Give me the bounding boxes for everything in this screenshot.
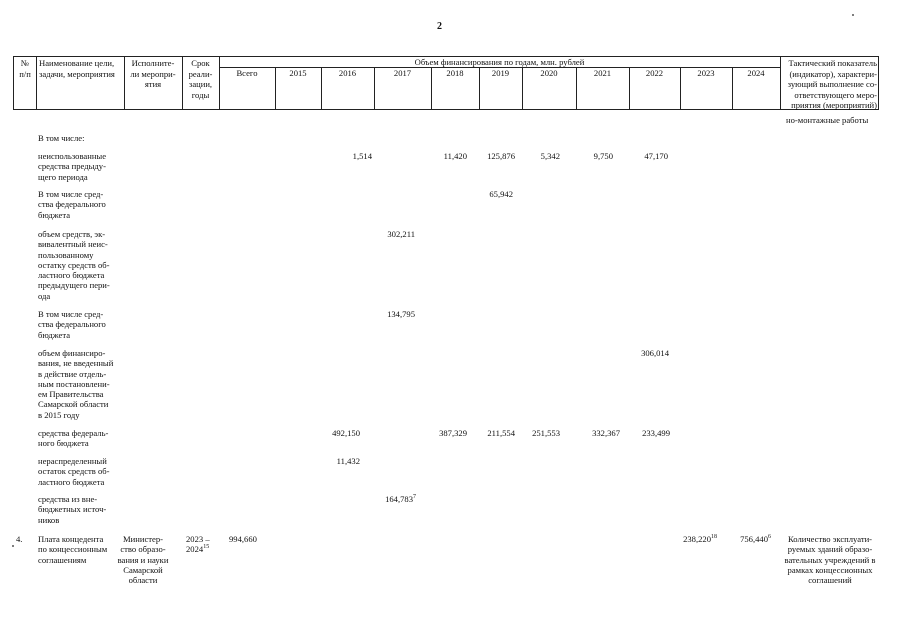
item-executor: Министер- ство образо- вания и науки Самарской области [117,534,169,586]
header-name: Наименование цели, задачи, мероприятия [39,58,115,79]
header-year: 2022 [645,68,664,78]
cell-value: 332,367 [592,428,620,438]
cell-value: 134,795 [387,309,415,319]
header-year: 2024 [747,68,765,78]
header-period: Срок реали- зации, годы [188,58,213,100]
scan-speck [12,545,14,547]
row-label: неиспользованные средства предыду- щего периода [38,151,107,182]
cell-value: 11,432 [336,456,360,466]
cell-value: 5,342 [540,151,560,161]
header-year: 2023 [697,68,715,78]
cell-value: 9,750 [593,151,613,161]
row-label: объем финансиро- вания, не введенный в действие отдель- ным постановлени- ем Правительства Самарской области в 2015 году [38,348,114,420]
item-indicator: Количество эксплуати- руемых зданий образо- вательных учреждений в рамках концессионных соглашений [784,534,876,586]
header-year: 2019 [491,68,510,78]
row-label: объем средств, эк- вивалентный неис- пользованному остатку средств об- ластного бюджета предыдущего пери- ода [38,229,110,301]
row-label: средства из вне- бюджетных источ- ников [38,494,107,525]
cell-value: 238,220$^{18}$ [683,534,717,544]
row-label: средства федераль- ного бюджета [38,428,109,449]
item-name: Плата концедента по концессионным соглашениям [38,534,108,565]
row-label: нераспределенный остаток средств об- ластного бюджета [38,456,110,487]
cell-value: 11,420 [443,151,467,161]
header-year: 2020 [540,68,558,78]
cell-value: 387,329 [439,428,467,438]
item-total: 994,660 [229,534,257,544]
scan-speck [852,14,854,16]
table-header [13,56,879,110]
header-total: Всего [236,68,258,78]
item-number: 4. [16,534,23,544]
header-funding-title: Объем финансирования по годам, млн. рублей [414,57,585,67]
cell-value: 492,150 [332,428,360,438]
row-label: В том числе сред- ства федерального бюджета [38,309,106,340]
header-num: № п/п [19,58,31,79]
cell-value: 1,514 [352,151,372,161]
cell-value: 211,554 [487,428,515,438]
header-executor: Исполните- ли меропри- ятия [130,58,176,89]
header-year: 2017 [393,68,412,78]
cell-value: 756,440$^6$ [740,534,771,544]
header-indicator: Тактический показатель (индикатор), характери- зующий выполнение со- ответствующего меро- приятия (мероприятий) [787,58,877,110]
item-period: 2023 – 2024$^{15}$ [186,534,210,555]
cell-value: 125,876 [487,151,515,161]
cell-value: 47,170 [644,151,668,161]
header-year: 2016 [338,68,357,78]
header-year: 2021 [593,68,612,78]
cell-value: 251,553 [532,428,560,438]
in-total-label: В том числе: [38,133,85,143]
header-year: 2015 [289,68,307,78]
page-number: 2 [437,21,442,32]
cell-value: 164,783$^7$ [385,494,416,504]
cell-value: 306,014 [641,348,669,358]
cell-value: 233,499 [642,428,670,438]
row-label: В том числе сред- ства федерального бюджета [38,189,106,220]
indicator-continuation: но-монтажные работы [786,115,869,125]
cell-value: 302,211 [387,229,415,239]
header-year: 2018 [446,68,464,78]
cell-value: 65,942 [489,189,513,199]
